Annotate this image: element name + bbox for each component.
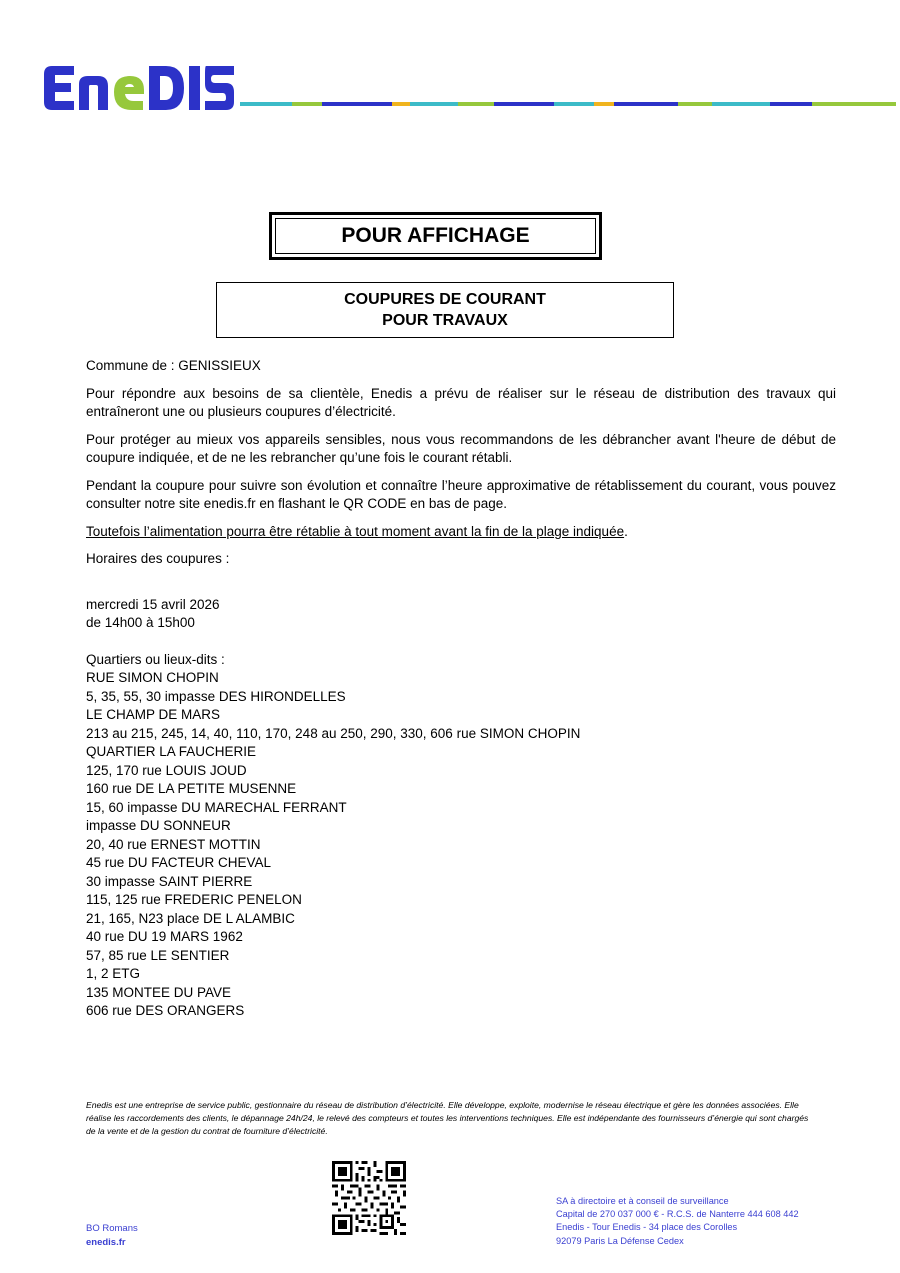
corporate-info: [556, 1195, 799, 1248]
warning-text: Toutefois l’alimentation pourra être rétablie à tout moment avant la fin de la plage indiquée: [86, 523, 625, 539]
corp-line: 92079 Paris La Défense Cedex: [556, 1235, 684, 1246]
place-item: 115, 125 rue FREDERIC PENELON: [86, 892, 302, 907]
brand-stripes: [240, 102, 896, 106]
pour-affichage-title: POUR AFFICHAGE: [275, 218, 596, 254]
place-item: 160 rue DE LA PETITE MUSENNE: [86, 781, 297, 796]
paragraph-follow: Pendant la coupure pour suivre son évolution et connaître l’heure approximative de rétablissement du courant, vous pouvez consulter notre site enedis.fr en flashant le QR CODE en bas de page.: [86, 477, 836, 511]
corp-line: Capital de 270 037 000 € - R.C.S. de Nanterre 444 608 442: [556, 1209, 799, 1220]
paragraph-warning: [86, 523, 836, 542]
notice-body: [86, 357, 836, 1021]
warning-period: .: [624, 523, 628, 539]
company-disclaimer: Enedis est une entreprise de service public, gestionnaire du réseau de distribution d’électricité. Elle développe, exploite, modernise le réseau électrique et gère les données associées. Elle réalise les raccordements des clients, le dépannage 24h/24, le relevé des compteurs et toutes les interventions techniques. Elle est indépendante des fournisseurs d’énergie qui sont chargés de la vente et de la gestion du contrat de fourniture d’électricité.: [86, 1100, 809, 1136]
place-item: 125, 170 rue LOUIS JOUD: [86, 762, 247, 778]
qr-code[interactable]: [332, 1161, 406, 1235]
place-item: 5, 35, 55, 30 impasse DES HIRONDELLES: [86, 688, 346, 704]
place-item: 20, 40 rue ERNEST MOTTIN: [86, 836, 261, 852]
place-item: 1, 2 ETG: [86, 966, 141, 981]
place-item: 606 rue DES ORANGERS: [86, 1003, 245, 1018]
enedis-logo: [44, 66, 234, 110]
corp-line: Enedis - Tour Enedis - 34 place des Corolles: [556, 1222, 738, 1233]
place-item: 45 rue DU FACTEUR CHEVAL: [86, 855, 272, 870]
place-item: 213 au 215, 245, 14, 40, 110, 170, 248 au 250, 290, 330, 606 rue SIMON CHOPIN: [86, 725, 581, 741]
place-item: LE CHAMP DE MARS: [86, 707, 221, 722]
office-name: BO Romans: [86, 1223, 138, 1234]
place-item: 30 impasse SAINT PIERRE: [86, 873, 253, 889]
place-item: RUE SIMON CHOPIN: [86, 670, 219, 685]
place-item: 135 MONTEE DU PAVE: [86, 984, 232, 1000]
place-item: 21, 165, N23 place DE L ALAMBIC: [86, 910, 295, 926]
pour-affichage-box: [269, 212, 602, 260]
horaires-label: Horaires des coupures :: [86, 551, 230, 566]
office-block: [86, 1222, 138, 1250]
place-item: QUARTIER LA FAUCHERIE: [86, 744, 257, 759]
coupures-line1: COUPURES DE COURANT: [344, 291, 546, 308]
paragraph-appliances: Pour protéger au mieux vos appareils sensibles, nous vous recommandons de les débrancher avant l'heure de début de coupure indiquée, et de ne les rebrancher qu’une fois le courant rétabli.: [86, 431, 836, 465]
place-item: 15, 60 impasse DU MARECHAL FERRANT: [86, 799, 347, 815]
coupures-box: [216, 282, 674, 338]
cut-time: de 14h00 à 15h00: [86, 615, 195, 630]
schedule-block: [86, 596, 836, 1021]
commune: Commune de : GENISSIEUX: [86, 358, 261, 373]
paragraph-intro: Pour répondre aux besoins de sa clientèle, Enedis a prévu de réaliser sur le réseau de distribution des travaux qui entraîneront une ou plusieurs coupures d’électricité.: [86, 385, 836, 419]
corp-line: SA à directoire et à conseil de surveillance: [556, 1196, 729, 1206]
cut-date: mercredi 15 avril 2026: [86, 596, 220, 612]
coupures-line2: POUR TRAVAUX: [382, 312, 508, 329]
place-item: impasse DU SONNEUR: [86, 818, 231, 833]
place-item: 40 rue DU 19 MARS 1962: [86, 929, 243, 944]
place-item: 57, 85 rue LE SENTIER: [86, 947, 230, 963]
quartiers-label: Quartiers ou lieux-dits :: [86, 651, 225, 667]
site-link[interactable]: enedis.fr: [86, 1237, 126, 1248]
